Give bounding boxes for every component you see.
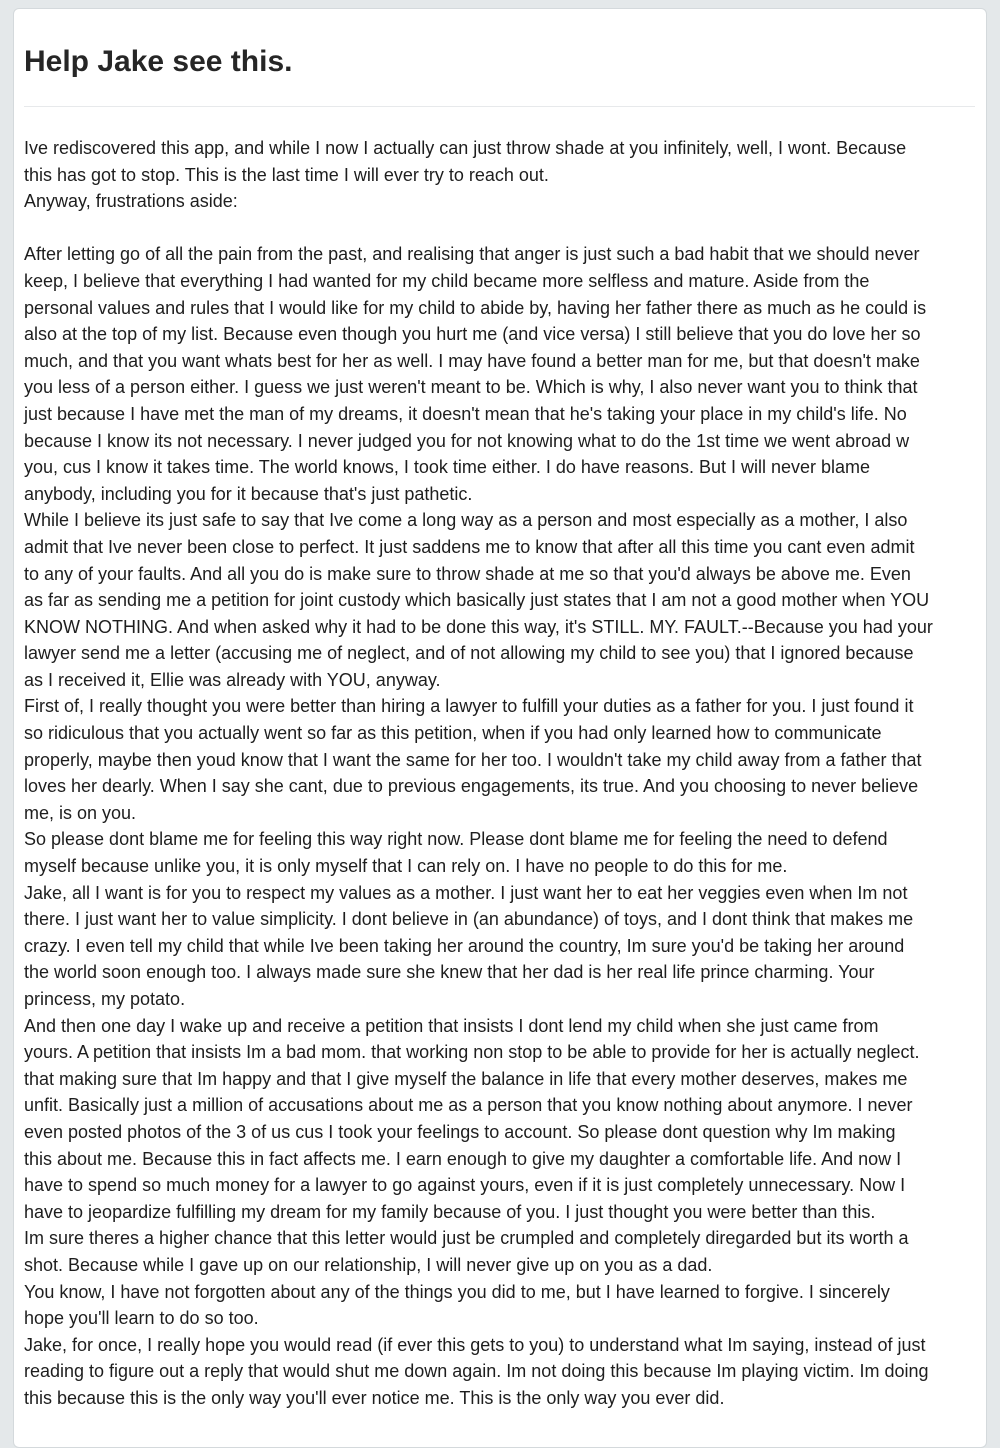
post-body-line: have to jeopardize fulfilling my dream for my family because of you. I just thought you were better than this. bbox=[24, 1201, 876, 1222]
post-body-line: to any of your faults. And all you do is make sure to throw shade at me so that you'd always be above me. Even bbox=[24, 563, 911, 584]
post-body-line: Im sure theres a higher chance that this letter would just be crumpled and completely diregarded but its worth a bbox=[24, 1228, 909, 1249]
post-title: Help Jake see this. bbox=[24, 45, 293, 78]
post-body-line: much, and that you want whats best for her as well. I may have found a better man for me, but that doesn't make bbox=[24, 350, 920, 371]
post-body bbox=[24, 135, 986, 1412]
post-body-line: crazy. I even tell my child that while Ive been taking her around the country, Im sure you'd be taking her around bbox=[24, 935, 905, 956]
post-body-line: just because I have met the man of my dreams, it doesn't mean that he's taking your place in my child's life. No bbox=[24, 403, 907, 424]
post-body-line: anybody, including you for it because that's just pathetic. bbox=[24, 483, 473, 504]
post-body-line: properly, maybe then youd know that I want the same for her too. I wouldn't take my child away from a father that bbox=[24, 749, 922, 770]
post-body-line: have to spend so much money for a lawyer to go against yours, even if it is just completely unnecessary. Now I bbox=[24, 1175, 906, 1196]
post-body-line: shot. Because while I gave up on our relationship, I will never give up on you as a dad. bbox=[24, 1254, 713, 1275]
post-body-line: this because this is the only way you'll ever notice me. This is the only way you ever did. bbox=[24, 1387, 725, 1408]
post-body-line: personal values and rules that I would like for my child to abide by, having her father there as much as he could is bbox=[24, 297, 927, 318]
post-body-line: me, is on you. bbox=[24, 802, 137, 823]
post-body-line: While I believe its just safe to say that Ive come a long way as a person and most especially as a mother, I also bbox=[24, 510, 908, 531]
post-body-line: also at the top of my list. Because even though you hurt me (and vice versa) I still believe that you do love her so bbox=[24, 324, 921, 345]
post-body-line: the world soon enough too. I always made sure she knew that her dad is her real life prince charming. Your bbox=[24, 962, 875, 983]
post-body-line: princess, my potato. bbox=[24, 989, 186, 1009]
post-body-line: KNOW NOTHING. And when asked why it had to be done this way, it's STILL. MY. FAULT.--Because you had your bbox=[24, 616, 933, 637]
post-body-line: this about me. Because this in fact affects me. I earn enough to give my daughter a comfortable life. And now I bbox=[24, 1148, 902, 1169]
post-body-line: lawyer send me a letter (accusing me of neglect, and of not allowing my child to see you) that I ignored because bbox=[24, 643, 914, 664]
post-body-line: loves her dearly. When I say she cant, due to previous engagements, its true. And you choosing to never believe bbox=[24, 776, 919, 797]
post-body-line: Jake, for once, I really hope you would read (if ever this gets to you) to understand what Im saying, instead of just bbox=[24, 1334, 926, 1355]
title-divider bbox=[24, 106, 975, 107]
post-body-line: yours. A petition that insists Im a bad mom. that working non stop to be able to provide for her is actually neglect. bbox=[24, 1042, 920, 1063]
post-body-line: And then one day I wake up and receive a petition that insists I dont lend my child when she just came from bbox=[24, 1015, 879, 1036]
post-card bbox=[13, 8, 987, 1448]
post-body-line: So please dont blame me for feeling this way right now. Please dont blame me for feeling the need to defend bbox=[24, 829, 888, 850]
post-body-line: reading to figure out a reply that would shut me down again. Im not doing this because Im playing victim. Im doing bbox=[24, 1361, 929, 1382]
post-body-line: even posted photos of the 3 of us cus I took your feelings to account. So please dont question why Im making bbox=[24, 1121, 896, 1142]
post-body-line: there. I just want her to value simplicity. I dont believe in (an abundance) of toys, and I dont think that makes me bbox=[24, 909, 914, 930]
blank-line bbox=[24, 215, 986, 242]
post-body-line: myself because unlike you, it is only myself that I can rely on. I have no people to do this for me. bbox=[24, 856, 788, 877]
post-body-line: you less of a person either. I guess we just weren't meant to be. Which is why, I also never want you to think that bbox=[24, 377, 918, 398]
post-body-line: Ive rediscovered this app, and while I now I actually can just throw shade at you infinitely, well, I wont. Because bbox=[24, 138, 907, 158]
post-body-line: admit that Ive never been close to perfect. It just saddens me to know that after all this time you cant even admit bbox=[24, 536, 915, 557]
post-body-line: that making sure that Im happy and that I give myself the balance in life that every mother deserves, makes me bbox=[24, 1068, 908, 1089]
post-body-line: keep, I believe that everything I had wanted for my child became more selfless and mature. Aside from the bbox=[24, 270, 870, 291]
post-body-line: First of, I really thought you were better than hiring a lawyer to fulfill your duties as a father for you. I just found it bbox=[24, 696, 914, 717]
post-body-line: hope you'll learn to do so too. bbox=[24, 1308, 259, 1329]
post-body-line: so ridiculous that you actually went so far as this petition, when if you had only learned how to communicate bbox=[24, 723, 882, 744]
post-body-line: You know, I have not forgotten about any of the things you did to me, but I have learned to forgive. I sincerely bbox=[24, 1281, 890, 1302]
post-body-line: unfit. Basically just a million of accusations about me as a person that you know nothing about anymore. I never bbox=[24, 1095, 913, 1116]
post-body-line: this has got to stop. This is the last time I will ever try to reach out. bbox=[24, 164, 549, 185]
post-body-line: After letting go of all the pain from the past, and realising that anger is just such a bad habit that we should never bbox=[24, 244, 920, 265]
post-body-line: you, cus I know it takes time. The world knows, I took time either. I do have reasons. But I will never blame bbox=[24, 457, 871, 478]
post-body-line: as I received it, Ellie was already with YOU, anyway. bbox=[24, 669, 441, 690]
post-body-line: because I know its not necessary. I never judged you for not knowing what to do the 1st time we went abroad w bbox=[24, 430, 910, 451]
post-body-line: Jake, all I want is for you to respect my values as a mother. I just want her to eat her veggies even when Im not bbox=[24, 882, 908, 903]
post-body-line: as far as sending me a petition for joint custody which basically just states that I am not a good mother when YOU bbox=[24, 590, 930, 611]
post-body-line: Anyway, frustrations aside: bbox=[24, 191, 238, 212]
